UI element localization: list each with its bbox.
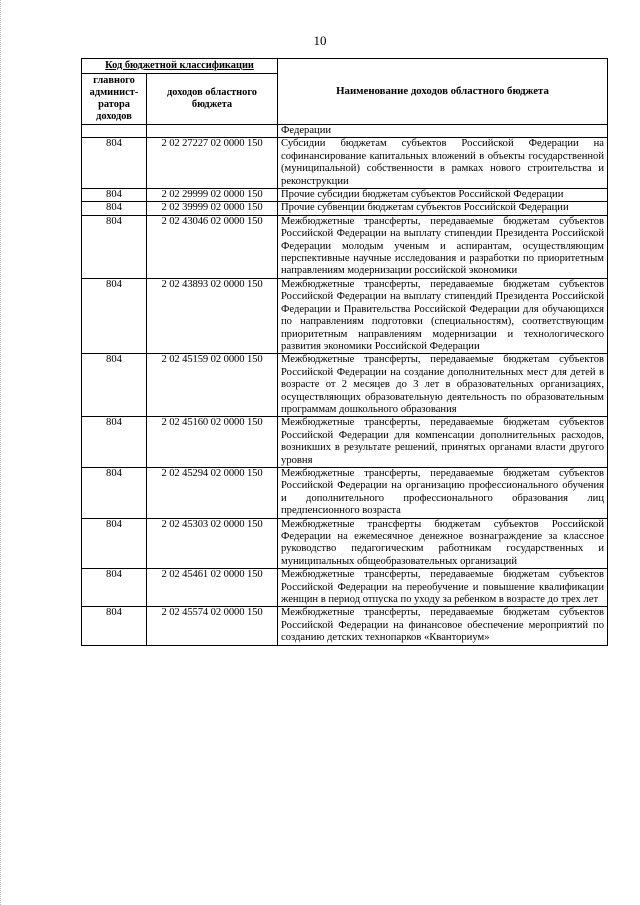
table-row [82,467,608,518]
admin-code-cell: 804 [82,189,147,202]
revenue-code-cell: 2 02 45294 02 0000 150 [147,467,278,518]
revenue-code-cell: 2 02 43046 02 0000 150 [147,215,278,278]
revenue-code-cell: 2 02 45160 02 0000 150 [147,417,278,468]
table-row [82,354,608,417]
admin-code-cell: 804 [82,215,147,278]
admin-code-cell: 804 [82,138,147,189]
admin-code-cell: 804 [82,467,147,518]
revenue-name-cell: Межбюджетные трансферты, передаваемые бюджетам субъектов Российской Федерации на выплату стипендии Президента Российской Федерации молодым ученым и аспирантам, осуществляющим перспективные научные исследования и разработки по приоритетным направлениям модернизации российской экономики [278,215,608,278]
revenue-code-cell: 2 02 45303 02 0000 150 [147,518,278,569]
revenue-name-cell: Межбюджетные трансферты, передаваемые бюджетам субъектов Российской Федерации на выплату стипендий Президента Российской Федерации и Правительства Российской Федерации для обучающихся по направлениям подготовки (специальностям), соответствующим приоритетным направлениям модернизации и технологического развития экономики Российской Федерации [278,278,608,353]
admin-code-cell: 804 [82,607,147,645]
table-row [82,202,608,215]
revenue-name-cell: Межбюджетные трансферты, передаваемые бюджетам субъектов Российской Федерации на финансовое обеспечение мероприятий по созданию детских технопарков «Кванториум» [278,607,608,645]
revenue-code-cell: 2 02 27227 02 0000 150 [147,138,278,189]
admin-code-cell: 804 [82,518,147,569]
revenue-code-cell: 2 02 45159 02 0000 150 [147,354,278,417]
admin-code-cell: 804 [82,202,147,215]
admin-code-cell: 804 [82,417,147,468]
revenue-name-cell: Прочие субсидии бюджетам субъектов Российской Федерации [278,189,608,202]
revenue-name-cell: Межбюджетные трансферты, передаваемые бюджетам субъектов Российской Федерации на переобучение и повышение квалификации женщин в период отпуска по уходу за ребенком в возрасте до трех лет [278,569,608,607]
continuation-text: Федерации [278,125,608,138]
table-row [82,417,608,468]
revenue-name-cell: Межбюджетные трансферты, передаваемые бюджетам субъектов Российской Федерации для компенсации дополнительных расходов, возникших в результате решений, принятых органами власти другого уровня [278,417,608,468]
table-row [82,278,608,353]
revenue-code-cell: 2 02 45574 02 0000 150 [147,607,278,645]
admin-code-cell: 804 [82,569,147,607]
revenue-code-cell: 2 02 39999 02 0000 150 [147,202,278,215]
revenue-code-cell: 2 02 29999 02 0000 150 [147,189,278,202]
table-row [82,569,608,607]
header-revenue-code: доходов областного бюджета [147,74,278,125]
header-main-administrator: главного админист-ратора доходов [82,74,147,125]
header-classification-code: Код бюджетной классификации [82,59,278,74]
header-revenue-name: Наименование доходов областного бюджета [278,59,608,125]
revenue-code-cell: 2 02 45461 02 0000 150 [147,569,278,607]
budget-classification-table [81,58,608,646]
table-row [82,138,608,189]
table-row [82,518,608,569]
revenue-name-cell: Прочие субвенции бюджетам субъектов Российской Федерации [278,202,608,215]
page-number: 10 [313,33,327,48]
revenue-name-cell: Межбюджетные трансферты, передаваемые бюджетам субъектов Российской Федерации на организацию профессионального обучения и дополнительного профессионального образования лиц предпенсионного возраста [278,467,608,518]
revenue-code-cell: 2 02 43893 02 0000 150 [147,278,278,353]
table-row [82,189,608,202]
table-row [82,607,608,645]
admin-code-cell: 804 [82,278,147,353]
revenue-name-cell: Субсидии бюджетам субъектов Российской Федерации на софинансирование капитальных вложений в объекты государственной (муниципальной) собственности в рамках нового строительства и реконструкции [278,138,608,189]
continuation-row [82,125,608,138]
revenue-name-cell: Межбюджетные трансферты, передаваемые бюджетам субъектов Российской Федерации на создание дополнительных мест для детей в возрасте от 2 месяцев до 3 лет в образовательных организациях, осуществляющих образовательную деятельность по образовательным программам дошкольного образования [278,354,608,417]
admin-code-cell: 804 [82,354,147,417]
revenue-name-cell: Межбюджетные трансферты бюджетам субъектов Российской Федерации на ежемесячное денежное вознаграждение за классное руководство педагогическим работникам государственных и муниципальных общеобразовательных организаций [278,518,608,569]
scan-edge [0,0,2,905]
table-row [82,215,608,278]
